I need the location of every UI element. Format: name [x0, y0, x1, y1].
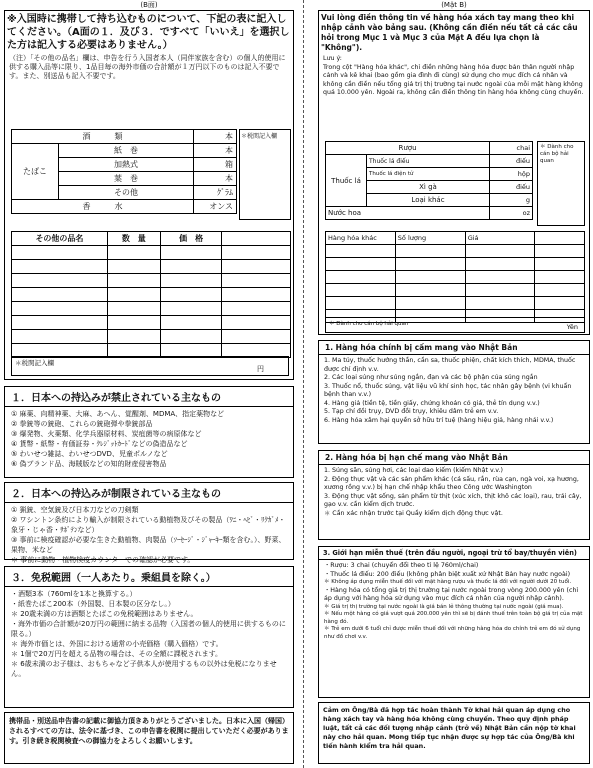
- right-other-header-qty: Số lượng: [395, 232, 465, 245]
- left-sec3-title: ３．免税範囲（一人あたり。乗組員を除く。）: [5, 567, 293, 587]
- left-side-label: (B面): [140, 1, 158, 9]
- left-sec3-list: [5, 587, 293, 681]
- list-item: 1. Súng săn, súng hơi, các loại dao kiếm (kiếm Nhật v.v.): [324, 467, 503, 474]
- left-section-3: [4, 566, 294, 708]
- list-item: 5. Tạp chí đồi trụy, DVD đồi trụy, khiêu dâm trẻ em v.v.: [324, 408, 499, 415]
- table-row[interactable]: [12, 302, 291, 316]
- list-item: ・酒類3本（760mlを1本と換算する。）: [11, 590, 137, 598]
- list-item: ＊ Cần xác nhận trước tại Quầy kiểm dịch động thực vật.: [324, 509, 503, 517]
- right-tobacco-row-1: Thuốc lá điện tử: [367, 168, 490, 181]
- right-section-2: [318, 450, 590, 540]
- left-other-header-price: 価 格: [160, 232, 222, 246]
- table-row[interactable]: [12, 260, 291, 274]
- right-section-1: [318, 340, 590, 444]
- right-yen-label: Yên: [566, 323, 578, 331]
- table-row[interactable]: [12, 316, 291, 330]
- right-unit-1: điếu: [490, 155, 533, 168]
- right-liquor-label: Rượu: [326, 142, 490, 155]
- right-tobacco-label: Thuốc lá: [326, 155, 367, 207]
- left-other-header-qty: 数 量: [107, 232, 160, 246]
- left-declaration-box: [4, 10, 294, 380]
- right-note-label: Lưu ý:: [323, 55, 342, 62]
- right-other-header-name: Hàng hóa khác: [326, 232, 396, 245]
- right-perfume-label: Nước hoa: [326, 207, 490, 220]
- right-top-heading: Vui lòng điền thông tin về hàng hóa xách tay mang theo khi nhập cảnh vào bảng sau. (Không cần điền nếu tất cả các câu hỏi trong Mục 1 và Mục 3 của Mặt A đều lựa chọn là "Không").: [321, 13, 578, 52]
- right-unit-3: điếu: [490, 181, 533, 194]
- left-unit-2: 箱: [194, 158, 237, 172]
- left-other-header-name: その他の品名: [12, 232, 108, 246]
- list-item: 3. Thuốc nổ, thuốc súng, vật liệu vũ khí sinh học, tác nhân gây bệnh (vi khuẩn bệnh than v.v.): [324, 382, 572, 398]
- list-item: ⑥ 偽ブランド品、海賊版などの知的財産侵害物品: [11, 460, 167, 468]
- left-sec1-list: [5, 407, 293, 471]
- right-footer: Cảm ơn Ông/Bà đã hợp tác hoàn thành Tờ khai hải quan áp dụng cho hàng xách tay và hàng hóa không cùng chuyến. Theo quy định pháp luật, tất cả các đối tượng nhập cảnh (trở về) Nhật Bản cần nộp tờ khai này cho hải quan. Mong tiếp tục nhận được sự hợp tác của Ông/Bà khi tiến hành kiểm tra hải quan.: [318, 702, 590, 764]
- right-tobacco-row-2: Xì gà: [367, 181, 490, 194]
- list-item: ＊ Giá trị thị trường tại nước ngoài là giá bán lẻ thông thường tại nước ngoài (giá mua).: [324, 603, 564, 610]
- right-sec3-list: [319, 560, 589, 643]
- left-goods-table-wrap: [11, 129, 237, 214]
- left-yen-label: 円: [257, 365, 264, 373]
- right-top-note: Trong cột "Hàng hóa khác", chỉ điền những hàng hóa được bản thân người nhập cảnh và kê khai (bao gồm gia đình đi cùng) sử dụng cho mục đích cá nhân và không cần điền nếu tổng giá trị thị trường tại nước ngoài của mỗi mặt hàng không quá 10.000 yên. Ngoài ra, không cần điền thông tin hàng hóa không cùng chuyến.: [323, 63, 584, 96]
- left-tobacco-row-3: その他: [59, 186, 194, 200]
- list-item: ＊ Nếu một hàng có giá vượt quá 200.000 yên thì sẽ bị đánh thuế trên toàn bộ giá trị của mặt hàng đó.: [324, 611, 583, 625]
- left-unit-3: 本: [194, 172, 237, 186]
- right-official-use-label: ＊ Dành cho cán bộ hải quan: [540, 144, 574, 164]
- left-tobacco-row-2: 葉 巻: [59, 172, 194, 186]
- list-item: 2. Các loại súng như súng ngắn, đạn và các bộ phận của súng ngắn: [324, 374, 538, 381]
- left-other-goods-table: [11, 231, 291, 358]
- right-section-3: [318, 546, 590, 698]
- list-item: 3. Động thực vật sống, sản phẩm từ thịt (xúc xích, thịt khô các loại), rau, trái cây, gạo v.v. cần kiểm dịch trước.: [324, 492, 582, 508]
- page-divider: [303, 0, 304, 768]
- right-unit-5: oz: [490, 207, 533, 220]
- table-row[interactable]: [12, 330, 291, 344]
- left-section-2: [4, 482, 294, 564]
- right-bottom-official-label: ＊ Dành cho cán bộ hải quan: [329, 321, 409, 327]
- right-official-use-box: [537, 141, 585, 226]
- list-item: ・Hàng hóa có tổng giá trị thị trường tại nước ngoài trong vòng 200.000 yên (chỉ áp dụng với hàng hóa sử dụng vào mục đích cá nhân của người nhập cảnh).: [324, 586, 579, 602]
- list-item: ② ワシントン条約により輸入が制限されている動植物及びその製品（ﾜﾆ・ﾍﾋﾞ・ﾘｸｶﾞﾒ・象牙・じゃ香・ｻﾎﾞﾃﾝなど）: [11, 516, 286, 534]
- table-row[interactable]: [326, 271, 585, 284]
- right-other-header-price: Giá: [465, 232, 534, 245]
- right-unit-4: g: [490, 194, 533, 207]
- left-tobacco-label: たばこ: [12, 144, 59, 200]
- list-item: ＊ 1個で20万円を超える品物の場合は、その全額に課税されます。: [11, 650, 223, 658]
- list-item: ④ 貨幣・紙幣・有価証券・ｸﾚｼﾞｯﾄｶｰﾄﾞなどの偽造品など: [11, 440, 188, 448]
- list-item: ＊ Không áp dụng miễn thuế đối với mặt hàng rượu và thuốc lá đối với người dưới 20 tuổi.: [324, 579, 572, 585]
- list-item: ③ 爆発物、火薬類、化学兵器原材料、炭疽菌等の病原体など: [11, 430, 202, 438]
- left-sec2-title: ２．日本への持込みが制限されている主なもの: [5, 483, 293, 503]
- list-item: 4. Hàng giả (tiền tệ, tiền giấy, chứng khoán có giá, thẻ tín dụng v.v.): [324, 399, 540, 407]
- right-unit-2: hộp: [490, 168, 533, 181]
- right-column-vietnamese: [318, 0, 590, 750]
- left-sec2-list: [5, 503, 293, 567]
- table-row[interactable]: [326, 297, 585, 310]
- right-sec2-list: [319, 465, 589, 520]
- left-tobacco-row-0: 紙 巻: [59, 144, 194, 158]
- left-official-use-box: [239, 129, 291, 220]
- list-item: ・Thuốc lá điếu: 200 điếu (không phân biệt xuất xứ Nhật Bản hay nước ngoài): [324, 570, 571, 578]
- list-item: ＊ 海外市価とは、外国における通常の小売価格（購入価格）です。: [11, 640, 223, 648]
- table-row[interactable]: [326, 284, 585, 297]
- list-item: ・海外市価の合計額が20万円の範囲に納まる品物（入国者の個人的使用に供するものに限る。）: [11, 620, 286, 638]
- left-official-use-label: ＊税関記入欄: [241, 133, 278, 140]
- right-unit-0: chai: [490, 142, 533, 155]
- list-item: ② 拳銃等の銃砲、これらの銃砲弾や拳銃部品: [11, 420, 153, 428]
- list-item: 6. Hàng hóa xâm hại quyền sở hữu trí tuệ (hàng hiệu giả, hàng nhái v.v.): [324, 416, 554, 424]
- right-other-goods-table: [325, 231, 585, 323]
- left-perfume-label: 香 水: [12, 200, 194, 214]
- list-item: ・Rượu: 3 chai (chuyển đổi theo tỉ lệ 760ml/chai): [324, 562, 479, 569]
- left-unit-5: オンス: [194, 200, 237, 214]
- list-item: ＊ 20歳未満の方は酒類とたばこの免税範囲はありません。: [11, 610, 198, 618]
- left-section-1: [4, 386, 294, 478]
- right-sec2-title: 2. Hàng hóa bị hạn chế mang vào Nhật Bản: [319, 451, 589, 465]
- table-row[interactable]: [12, 274, 291, 288]
- left-goods-table: [11, 129, 237, 214]
- right-tobacco-row-0: Thuốc lá điếu: [367, 155, 490, 168]
- left-top-note: （注）「その他の品名」欄は、申告を行う入国者本人（同伴家族を含む）の個人的使用に供する購入品等に限り、1品目毎の海外市価の合計額が１万円以下のものは記入不要です。また、別送品も記入不要です。: [9, 54, 286, 80]
- left-sec1-title: １．日本への持込みが禁止されている主なもの: [5, 387, 293, 407]
- right-sec1-title: 1. Hàng hóa chính bị cấm mang vào Nhật Bản: [319, 341, 589, 355]
- left-unit-1: 本: [194, 144, 237, 158]
- right-sec1-list: [319, 355, 589, 427]
- right-goods-table: [325, 141, 533, 220]
- list-item: ＊ 6歳未満のお子様は、おもちゃなど子供本人が使用するもの以外は免税になりません。: [11, 660, 277, 678]
- table-row[interactable]: [326, 258, 585, 271]
- right-tobacco-row-3: Loại khác: [367, 194, 490, 207]
- left-bottom-official-box: [11, 356, 289, 376]
- list-item: ① 猟銃、空気銃及び日本刀などの刀剣類: [11, 506, 139, 514]
- right-declaration-box: [318, 10, 590, 335]
- list-item: ＊ 事前に動物・植物検疫カウンターでの確認が必要です。: [11, 556, 195, 564]
- list-item: ① 麻薬、向精神薬、大麻、あへん、覚醒剤、MDMA、指定薬物など: [11, 410, 225, 418]
- left-top-heading: ※入国時に携帯して持ち込むものについて、下記の表に記入してください。（A面の１．及び３．ですべて「いいえ」を選択した方は記入する必要はありません。）: [7, 14, 290, 51]
- list-item: 2. Động thực vật và các sản phẩm khác (cá sấu, rắn, rùa cạn, ngà voi, xạ hương, xương rồng v.v.) bị hạn chế nhập khẩu theo Công ước Washington: [324, 475, 579, 491]
- left-liquor-label: 酒 類: [12, 130, 194, 144]
- table-row[interactable]: [12, 288, 291, 302]
- left-unit-4: ｸﾞﾗﾑ: [194, 186, 237, 200]
- right-bottom-official-box: [325, 317, 585, 333]
- table-row[interactable]: [326, 245, 585, 258]
- right-sec3-title: 3. Giới hạn miễn thuế (trên đầu người, ngoại trừ tổ bay/thuyền viên): [319, 547, 589, 560]
- list-item: ＊ Trẻ em dưới 6 tuổi chỉ được miễn thuế đối với những hàng hóa do chính trẻ em đó sử dụng như đồ chơi v.v.: [324, 626, 581, 640]
- left-tobacco-row-1: 加熱式: [59, 158, 194, 172]
- list-item: ⑤ わいせつ雑誌、わいせつDVD、児童ポルノなど: [11, 450, 168, 458]
- list-item: 1. Ma túy, thuốc hướng thần, cần sa, thuốc phiện, chất kích thích, MDMA, thuốc được chỉ định v.v.: [324, 357, 576, 373]
- left-unit-0: 本: [194, 130, 237, 144]
- left-bottom-official-label: ＊税関記入欄: [15, 359, 54, 367]
- left-footer: 携帯品・別送品申告書の記載に御協力頂きありがとうございました。日本に入国（帰国）されるすべての方は、法令に基づき、この申告書を税関に提出していただく必要があります。引き続き税関検査への御協力をよろしくお願いします。: [4, 712, 294, 764]
- table-row[interactable]: [12, 246, 291, 260]
- left-column-japanese: [4, 0, 294, 745]
- list-item: ・紙巻たばこ200本（外国製、日本製の区分なし。）: [11, 600, 175, 608]
- right-top-note-wrap: [323, 55, 585, 98]
- list-item: ③ 事前に検疫確認が必要な生きた動植物、肉製品（ｿｰｾｰｼﾞ・ｼﾞｬｰｷｰ類を含む。）、野菜、果物、米など: [11, 536, 286, 554]
- right-side-label: (Mặt B): [441, 1, 467, 9]
